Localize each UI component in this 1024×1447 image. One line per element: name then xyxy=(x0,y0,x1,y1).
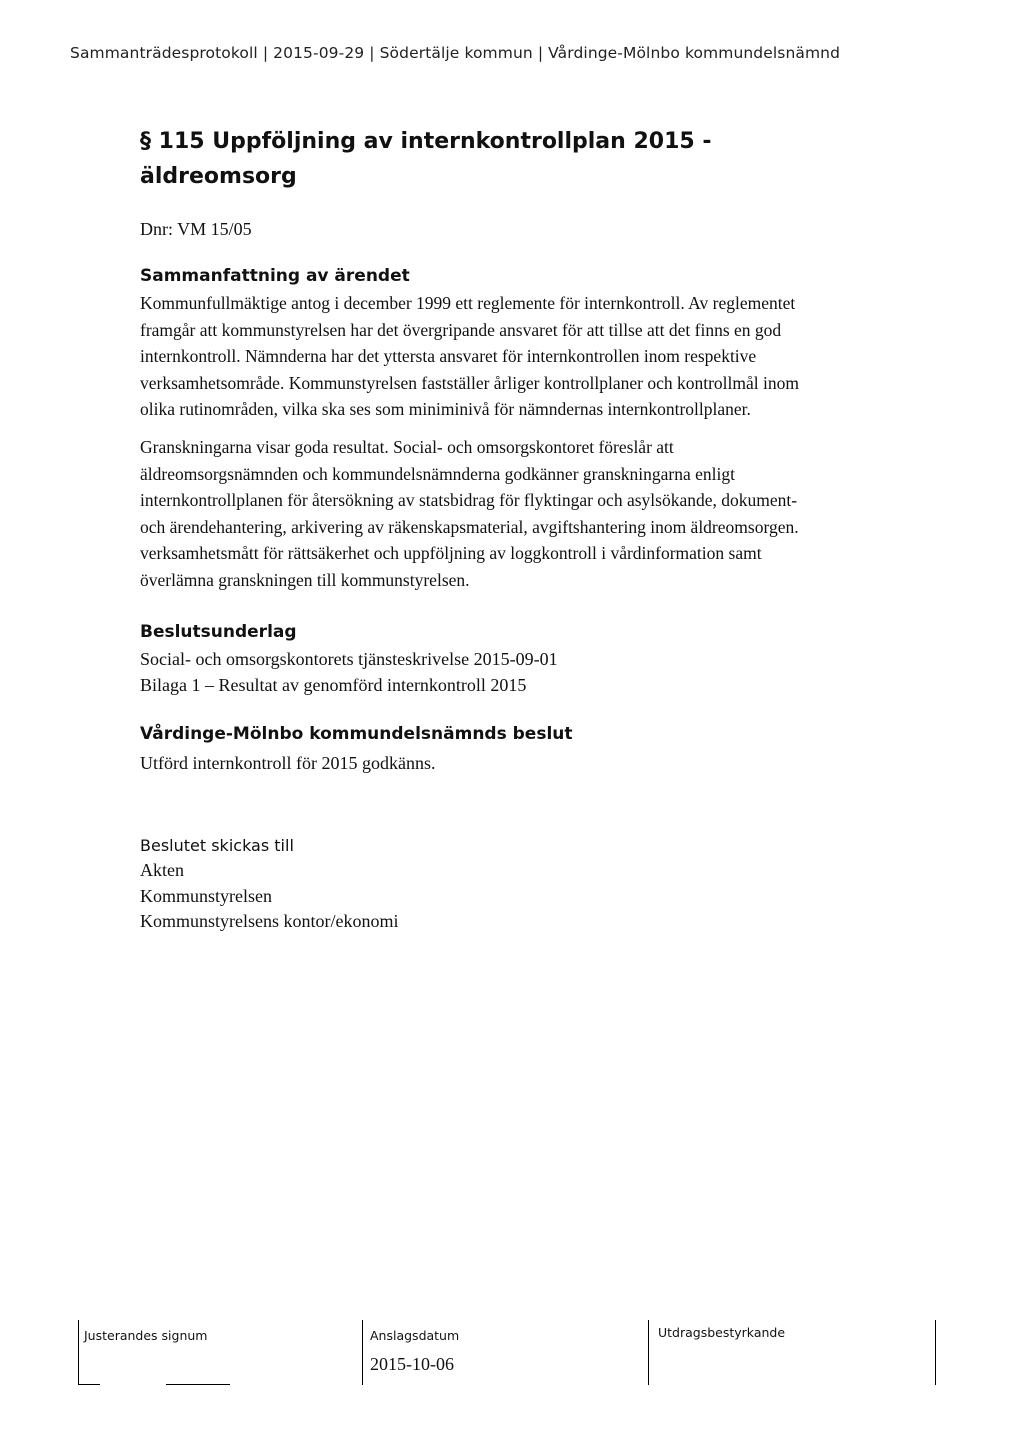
paragraph-line: och ärendehantering, arkivering av räkenskapsmaterial, avgiftshantering inom äldreomsorgen. xyxy=(140,516,799,537)
table-divider xyxy=(648,1320,649,1385)
decision-text: Utförd internkontroll för 2015 godkänns. xyxy=(140,753,436,773)
paragraph-line: överlämna granskningen till kommunstyrelsen. xyxy=(140,569,470,590)
paragraph-line: olika rutinområden, vilka ska ses som miniminivå för nämndernas internkontrollplaner. xyxy=(140,399,751,419)
recipient: Akten xyxy=(140,860,184,880)
paragraph-line: Granskningarna visar goda resultat. Social- och omsorgskontoret föreslår att xyxy=(140,437,674,457)
paragraph-line: Kommunfullmäktige antog i december 1999 ett reglemente för internkontroll. Av reglementet xyxy=(140,293,796,313)
signature-table xyxy=(78,1320,936,1385)
paragraph-line: verksamhetsområde. Kommunstyrelsen fastställer årliger kontrollplaner och kontrollmål inom xyxy=(140,372,799,393)
paragraph-line: internkontroll. Nämnderna har det yttersta ansvaret för internkontrollen inom respektive xyxy=(140,346,757,366)
table-border-bottom xyxy=(166,1384,230,1385)
paragraph-line: verksamhetsmått för rättsäkerhet och uppföljning av loggkontroll i vårdinformation samt xyxy=(140,543,762,563)
title-line-2: äldreomsorg xyxy=(140,164,297,189)
paragraph-line: internkontrollplanen för återsökning av statsbidrag för flyktingar och asylsökande, dokument- xyxy=(140,490,798,510)
table-border-left xyxy=(78,1320,79,1385)
summary-paragraph-2 xyxy=(140,434,940,593)
signature-label: Justerandes signum xyxy=(84,1328,208,1343)
decision-heading: Vårdinge-Mölnbo kommundelsnämnds beslut xyxy=(140,724,573,744)
document-header: Sammanträdesprotokoll | 2015-09-29 | Södertälje kommun | Vårdinge-Mölnbo kommundelsnämnd xyxy=(70,44,841,62)
table-border-bottom xyxy=(78,1384,100,1385)
summary-paragraph-1 xyxy=(140,290,940,423)
sent-to-heading: Beslutet skickas till xyxy=(140,836,294,855)
recipient: Kommunstyrelsens kontor/ekonomi xyxy=(140,911,399,931)
section-title xyxy=(140,124,712,194)
case-number: Dnr: VM 15/05 xyxy=(140,219,252,239)
posting-date: 2015-10-06 xyxy=(370,1354,454,1374)
posting-date-label: Anslagsdatum xyxy=(370,1328,460,1343)
table-border-right xyxy=(935,1320,936,1385)
title-line-1: § 115 Uppföljning av internkontrollplan 2015 - xyxy=(140,129,712,154)
basis-item: Social- och omsorgskontorets tjänsteskrivelse 2015-09-01 xyxy=(140,649,558,669)
basis-list xyxy=(140,646,558,698)
basis-item: Bilaga 1 – Resultat av genomförd internkontroll 2015 xyxy=(140,675,527,695)
extract-label: Utdragsbestyrkande xyxy=(658,1325,786,1340)
basis-heading: Beslutsunderlag xyxy=(140,622,297,642)
summary-heading: Sammanfattning av ärendet xyxy=(140,266,410,286)
paragraph-line: framgår att kommunstyrelsen har det övergripande ansvaret för att tillse att det finns en god xyxy=(140,319,782,340)
table-divider xyxy=(362,1320,363,1385)
recipient: Kommunstyrelsen xyxy=(140,885,272,906)
recipient-list xyxy=(140,858,398,935)
paragraph-line: äldreomsorgsnämnden och kommundelsnämnderna godkänner granskningarna enligt xyxy=(140,463,736,484)
